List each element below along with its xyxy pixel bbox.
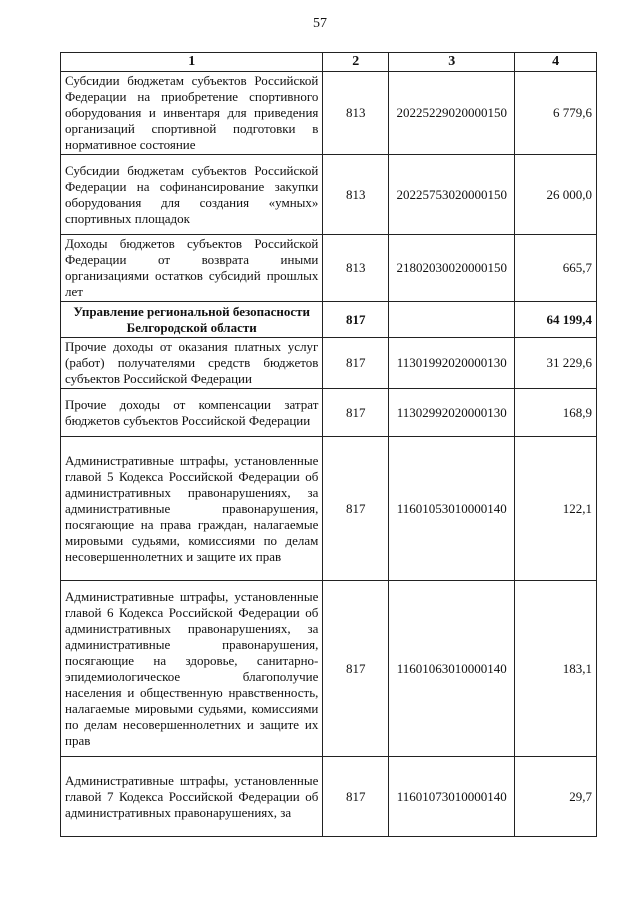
row-amount-cell: 183,1	[515, 581, 597, 757]
row-name-cell: Субсидии бюджетам субъектов Российской Федерации на приобретение спортивного оборудования и инвентаря для приведения организаций спортивной подготовки в нормативное состояние	[61, 72, 323, 155]
row-code-cell: 817	[323, 389, 389, 437]
row-code-cell: 813	[323, 72, 389, 155]
page-number: 57	[313, 16, 327, 31]
row-code-cell: 813	[323, 155, 389, 235]
row-code-cell: 817	[323, 302, 389, 338]
row-name-cell: Административные штрафы, установленные главой 7 Кодекса Российской Федерации об административных правонарушениях, за	[61, 757, 323, 837]
table-body	[61, 72, 597, 837]
row-kbk-cell: 11301992020000130	[389, 338, 515, 389]
table-row	[61, 235, 597, 302]
row-code-cell: 817	[323, 338, 389, 389]
table-row	[61, 757, 597, 837]
row-amount-cell: 64 199,4	[515, 302, 597, 338]
row-code-cell: 817	[323, 437, 389, 581]
table-row	[61, 437, 597, 581]
header-col-1: 1	[61, 53, 323, 72]
header-col-4: 4	[515, 53, 597, 72]
row-amount-cell: 26 000,0	[515, 155, 597, 235]
table-row	[61, 389, 597, 437]
row-kbk-cell: 20225229020000150	[389, 72, 515, 155]
row-kbk-cell: 11302992020000130	[389, 389, 515, 437]
row-name-cell: Административные штрафы, установленные главой 5 Кодекса Российской Федерации об административных правонарушениях, за административные правонарушения, посягающие на права граждан, налагаемые мировыми судьями, комиссиями по делам несовершеннолетних и защите их прав	[61, 437, 323, 581]
row-code-cell: 817	[323, 757, 389, 837]
row-code-cell: 817	[323, 581, 389, 757]
row-kbk-cell: 11601063010000140	[389, 581, 515, 757]
row-name-cell: Прочие доходы от компенсации затрат бюджетов субъектов Российской Федерации	[61, 389, 323, 437]
row-amount-cell: 31 229,6	[515, 338, 597, 389]
row-name-cell: Прочие доходы от оказания платных услуг (работ) получателями средств бюджетов субъектов Российской Федерации	[61, 338, 323, 389]
row-kbk-cell: 20225753020000150	[389, 155, 515, 235]
row-amount-cell: 6 779,6	[515, 72, 597, 155]
table-row	[61, 338, 597, 389]
table-row	[61, 302, 597, 338]
row-kbk-cell: 21802030020000150	[389, 235, 515, 302]
row-kbk-cell	[389, 302, 515, 338]
table-row	[61, 155, 597, 235]
row-amount-cell: 665,7	[515, 235, 597, 302]
table-header-row	[61, 53, 597, 72]
row-code-cell: 813	[323, 235, 389, 302]
row-amount-cell: 29,7	[515, 757, 597, 837]
table-row	[61, 72, 597, 155]
row-amount-cell: 168,9	[515, 389, 597, 437]
header-col-2: 2	[323, 53, 389, 72]
row-name-cell: Субсидии бюджетам субъектов Российской Федерации на софинансирование закупки оборудования для создания «умных» спортивных площадок	[61, 155, 323, 235]
row-name-cell: Доходы бюджетов субъектов Российской Федерации от возврата иными организациями остатков субсидий прошлых лет	[61, 235, 323, 302]
header-col-3: 3	[389, 53, 515, 72]
row-name-cell: Управление региональной безопасности Белгородской области	[61, 302, 323, 338]
row-name-cell: Административные штрафы, установленные главой 6 Кодекса Российской Федерации об административных правонарушениях, за административные правонарушения, посягающие на здоровье, санитарно-эпидемиологическое благополучие населения и общественную нравственность, налагаемые мировыми судьями, комиссиями по делам несовершеннолетних и защите их прав	[61, 581, 323, 757]
row-amount-cell: 122,1	[515, 437, 597, 581]
row-kbk-cell: 11601053010000140	[389, 437, 515, 581]
table-row	[61, 581, 597, 757]
budget-table	[60, 52, 597, 837]
row-kbk-cell: 11601073010000140	[389, 757, 515, 837]
